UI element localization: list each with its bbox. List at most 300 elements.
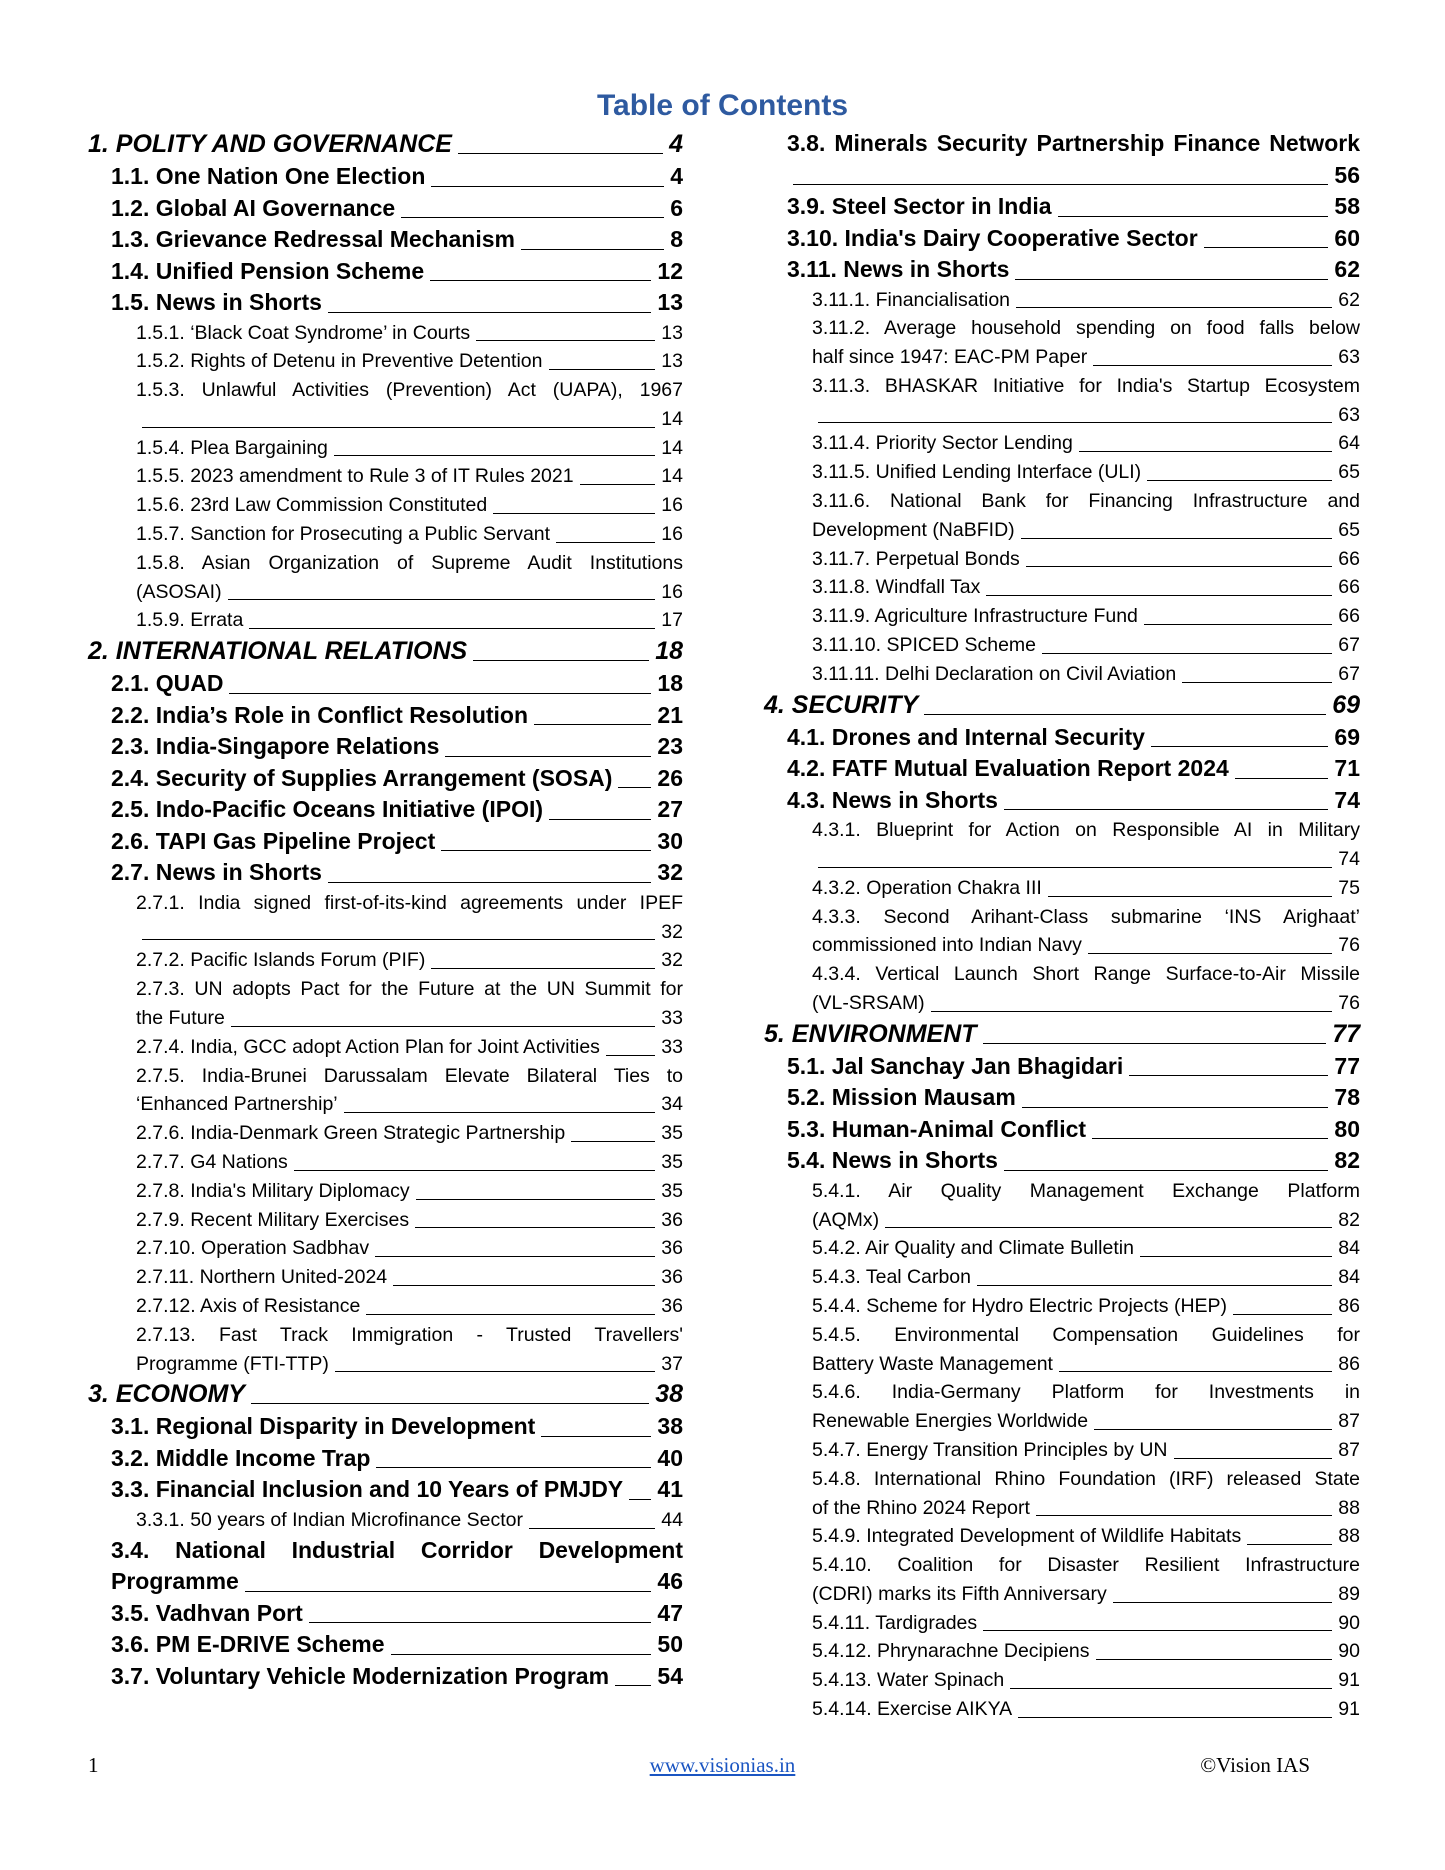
toc-entry-title-cont: the Future (136, 1006, 225, 1029)
toc-entry-title-cont: Development (NaBFID) (812, 518, 1015, 541)
toc-entry-title: 5.4.8. International Rhino Foundation (IRF) released State (812, 1467, 1360, 1490)
toc-page-number: 90 (1338, 1611, 1360, 1634)
toc-entry-title: 3.11.2. Average household spending on food falls below (812, 317, 1360, 340)
toc-subsection[interactable] (88, 287, 683, 319)
toc-item[interactable] (764, 372, 1360, 430)
toc-leader-line (416, 1199, 656, 1200)
toc-subsection[interactable] (764, 1145, 1360, 1177)
toc-page-number: 6 (670, 194, 683, 221)
toc-page-number: 86 (1338, 1352, 1360, 1375)
toc-item[interactable] (764, 874, 1360, 903)
toc-subsection[interactable] (88, 256, 683, 288)
toc-item[interactable] (88, 520, 683, 549)
toc-entry-title: 2.7.3. UN adopts Pact for the Future at the UN Summit for (136, 978, 683, 1001)
toc-item[interactable] (764, 1666, 1360, 1695)
toc-item[interactable] (88, 1234, 683, 1263)
toc-entry-title: 4.3.2. Operation Chakra III (812, 876, 1042, 899)
toc-page-number: 33 (661, 1006, 683, 1029)
toc-subsection[interactable] (88, 763, 683, 795)
toc-item[interactable] (764, 1436, 1360, 1465)
toc-leader-line (473, 660, 649, 661)
toc-entry-title: 3.11.8. Windfall Tax (812, 576, 981, 599)
toc-item[interactable] (764, 1609, 1360, 1638)
toc-entry-title: 1.1. One Nation One Election (111, 163, 426, 189)
toc-leader-line (1048, 896, 1333, 897)
toc-entry-title: 2.7.11. Northern United-2024 (136, 1266, 388, 1289)
toc-page-number: 35 (661, 1122, 683, 1145)
toc-page-number: 82 (1338, 1208, 1360, 1231)
toc-entry-title: 5.4.6. India-Germany Platform for Investments in (812, 1381, 1360, 1404)
toc-entry-title: 2.7. News in Shorts (111, 859, 322, 886)
toc-item[interactable] (88, 347, 683, 376)
toc-entry-title: 3.11.5. Unified Lending Interface (ULI) (812, 461, 1142, 484)
toc-entry-title: 5.3. Human-Animal Conflict (787, 1115, 1087, 1142)
toc-item[interactable] (764, 545, 1360, 574)
toc-entry-title: 4.1. Drones and Internal Security (787, 723, 1145, 750)
page-title: Table of Contents (596, 89, 849, 122)
toc-section[interactable] (88, 635, 683, 668)
toc-leader-line (441, 850, 651, 851)
toc-page-number: 33 (661, 1035, 683, 1058)
toc-leader-line (793, 184, 1328, 185)
toc-leader-line (431, 968, 655, 969)
toc-entry-title: 1.2. Global AI Governance (111, 194, 396, 221)
toc-page-number: 58 (1334, 193, 1360, 219)
toc-entry-title: 1.5.1. ‘Black Coat Syndrome’ in Courts (136, 321, 471, 344)
toc-entry-title: 3.6. PM E-DRIVE Scheme (111, 1631, 385, 1658)
toc-item[interactable] (764, 1177, 1360, 1235)
toc-item[interactable] (88, 549, 683, 607)
toc-leader-line (529, 1528, 655, 1529)
toc-entry-title-cont: half since 1947: EAC-PM Paper (812, 346, 1088, 369)
toc-leader-line (445, 756, 651, 757)
toc-item[interactable] (764, 1551, 1360, 1609)
toc-entry-title: 3.1. Regional Disparity in Development (111, 1413, 536, 1440)
toc-leader-line (245, 1591, 652, 1592)
toc-page-number: 54 (657, 1662, 683, 1689)
toc-entry-title: 5.4.12. Phrynarachne Decipiens (812, 1640, 1090, 1663)
toc-item[interactable] (764, 1263, 1360, 1292)
toc-page-number: 89 (1338, 1582, 1360, 1605)
toc-entry-title-cont: ‘Enhanced Partnership’ (136, 1093, 338, 1116)
toc-page-number: 16 (661, 580, 683, 603)
toc-leader-line (521, 249, 664, 250)
toc-entry-title-cont: (CDRI) marks its Fifth Anniversary (812, 1582, 1107, 1605)
website-link[interactable]: www.visionias.in (649, 1753, 796, 1777)
toc-entry-title: 2.7.1. India signed first-of-its-kind agreements under IPEF (136, 891, 683, 914)
toc-page-number: 36 (661, 1294, 683, 1317)
toc-leader-line (977, 1285, 1332, 1286)
toc-leader-line (1079, 451, 1332, 452)
toc-item[interactable] (88, 975, 683, 1033)
toc-entry-title: 4.3.3. Second Arihant-Class submarine ‘INS Arighaat’ (812, 905, 1360, 928)
toc-entry-title: 2.7.5. India-Brunei Darussalam Elevate Bilateral Ties to (136, 1064, 683, 1087)
toc-page-number: 17 (661, 609, 683, 632)
toc-leader-line (1151, 746, 1329, 747)
toc-entry-title: 3.3.1. 50 years of Indian Microfinance Sector (136, 1508, 523, 1531)
toc-item[interactable] (764, 429, 1360, 458)
toc-page-number: 23 (657, 733, 683, 760)
toc-item[interactable] (88, 1321, 683, 1379)
toc-page-number: 77 (1334, 1052, 1360, 1079)
toc-item[interactable] (764, 487, 1360, 545)
toc-page-number: 76 (1338, 934, 1360, 957)
toc-item[interactable] (88, 1119, 683, 1148)
toc-page-number: 14 (661, 436, 683, 459)
toc-subsection[interactable] (88, 826, 683, 858)
toc-entry-title-cont: commissioned into Indian Navy (812, 934, 1082, 957)
toc-page-number: 14 (661, 465, 683, 488)
toc-subsection[interactable] (764, 1114, 1360, 1146)
toc-page-number: 74 (1334, 786, 1360, 813)
toc-page-number: 38 (657, 1413, 683, 1440)
toc-page-number: 74 (1338, 847, 1360, 870)
toc-subsection[interactable] (764, 1082, 1360, 1114)
toc-leader-line (229, 693, 651, 694)
toc-leader-line (534, 724, 651, 725)
toc-page-number: 90 (1338, 1640, 1360, 1663)
toc-item[interactable] (88, 319, 683, 348)
toc-item[interactable] (764, 458, 1360, 487)
toc-page-number: 77 (1332, 1019, 1360, 1048)
toc-subsection[interactable] (88, 193, 683, 225)
toc-leader-line (1144, 624, 1332, 625)
toc-leader-line (606, 1055, 655, 1056)
toc-page-number: 84 (1338, 1237, 1360, 1260)
toc-subsection[interactable] (764, 753, 1360, 785)
toc-entry-title: 3.11.6. National Bank for Financing Infrastructure and (812, 490, 1360, 513)
toc-page-number: 21 (657, 701, 683, 728)
toc-item[interactable] (764, 631, 1360, 660)
toc-leader-line (1010, 1688, 1332, 1689)
toc-item[interactable] (764, 573, 1360, 602)
toc-leader-line (334, 455, 655, 456)
toc-page-number: 18 (655, 637, 683, 666)
toc-page-number: 75 (1338, 876, 1360, 899)
toc-entry-title: 3.2. Middle Income Trap (111, 1444, 371, 1471)
toc-entry-title: 3.11.1. Financialisation (812, 288, 1011, 311)
toc-entry-title: 1.5.7. Sanction for Prosecuting a Public Servant (136, 523, 551, 546)
toc-item[interactable] (764, 1378, 1360, 1436)
toc-page-number: 69 (1332, 690, 1360, 719)
toc-subsection[interactable] (764, 722, 1360, 754)
toc-page-number: 82 (1334, 1147, 1360, 1174)
toc-item[interactable] (88, 1177, 683, 1206)
toc-page-number: 13 (661, 321, 683, 344)
toc-leader-line (142, 427, 655, 428)
toc-subsection[interactable] (88, 1535, 683, 1598)
copyright-text: ©Vision IAS (1200, 1753, 1310, 1777)
toc-leader-line (309, 1622, 652, 1623)
toc-entry-title: 3.11.4. Priority Sector Lending (812, 432, 1073, 455)
toc-entry-title: 3. ECONOMY (88, 1380, 245, 1409)
toc-leader-line (1058, 216, 1329, 217)
toc-item[interactable] (88, 1263, 683, 1292)
toc-item[interactable] (764, 286, 1360, 315)
toc-item[interactable] (88, 1033, 683, 1062)
toc-entry-title-cont: of the Rhino 2024 Report (812, 1496, 1030, 1519)
toc-subsection[interactable] (764, 254, 1360, 286)
toc-item[interactable] (88, 606, 683, 635)
toc-section[interactable] (764, 1018, 1360, 1051)
toc-entry-title-cont: Programme (111, 1568, 239, 1595)
toc-entry-title: 5.1. Jal Sanchay Jan Bhagidari (787, 1052, 1124, 1079)
toc-entry-title: 5.4.1. Air Quality Management Exchange Platform (812, 1179, 1360, 1202)
toc-item[interactable] (88, 1292, 683, 1321)
toc-page-number: 67 (1338, 662, 1360, 685)
toc-page-number: 66 (1338, 547, 1360, 570)
toc-entry-title: 3.11.7. Perpetual Bonds (812, 547, 1020, 570)
toc-leader-line (1015, 279, 1328, 280)
toc-leader-line (556, 542, 655, 543)
toc-subsection[interactable] (88, 1598, 683, 1630)
toc-leader-line (549, 369, 656, 370)
toc-entry-title: 2.7.12. Axis of Resistance (136, 1294, 361, 1317)
toc-entry-title-cont: Renewable Energies Worldwide (812, 1410, 1089, 1433)
toc-leader-line (335, 1371, 655, 1372)
toc-item[interactable] (764, 602, 1360, 631)
toc-page-number: 84 (1338, 1266, 1360, 1289)
toc-subsection[interactable] (764, 191, 1360, 223)
toc-leader-line (1026, 566, 1333, 567)
toc-entry-title: 2. INTERNATIONAL RELATIONS (88, 637, 468, 666)
toc-entry-title: 3.11. News in Shorts (787, 256, 1010, 282)
toc-entry-title: 3.5. Vadhvan Port (111, 1599, 303, 1626)
toc-item[interactable] (764, 903, 1360, 961)
toc-page-number: 16 (661, 494, 683, 517)
toc-entry-title: 5.4. News in Shorts (787, 1147, 998, 1174)
toc-subsection[interactable] (88, 794, 683, 826)
toc-page-number: 8 (670, 226, 683, 252)
toc-entry-title: 5.4.11. Tardigrades (812, 1611, 978, 1634)
toc-page-number: 91 (1338, 1698, 1360, 1721)
toc-item[interactable] (88, 376, 683, 434)
toc-item[interactable] (88, 462, 683, 491)
toc-entry-title: 2.7.7. G4 Nations (136, 1150, 288, 1173)
toc-leader-line (1174, 1458, 1333, 1459)
toc-leader-line (1140, 1256, 1332, 1257)
toc-leader-line (1113, 1602, 1333, 1603)
toc-entry-title: 5.4.13. Water Spinach (812, 1669, 1005, 1692)
toc-page-number: 44 (661, 1508, 683, 1531)
toc-page-number: 87 (1338, 1410, 1360, 1433)
toc-leader-line (1182, 682, 1332, 683)
toc-page-number: 36 (661, 1208, 683, 1231)
toc-entry-title: 4.2. FATF Mutual Evaluation Report 2024 (787, 755, 1229, 782)
toc-page-number: 40 (657, 1444, 683, 1471)
toc-page-number: 27 (657, 796, 683, 823)
toc-page-number: 35 (661, 1150, 683, 1173)
toc-entry-title: 5.2. Mission Mausam (787, 1084, 1016, 1111)
toc-page-number: 4 (670, 163, 683, 189)
toc-leader-line (430, 280, 651, 281)
toc-entry-title: 2.7.8. India's Military Diplomacy (136, 1179, 410, 1202)
toc-item[interactable] (764, 1321, 1360, 1379)
toc-entry-title: 3.11.3. BHASKAR Initiative for India's Startup Ecosystem (812, 374, 1360, 397)
toc-subsection[interactable] (88, 161, 683, 193)
toc-subsection[interactable] (88, 1443, 683, 1475)
toc-leader-line (983, 1630, 1332, 1631)
toc-entry-title: 3.7. Voluntary Vehicle Modernization Program (111, 1662, 610, 1689)
toc-leader-line (249, 628, 655, 629)
toc-leader-line (1059, 1371, 1332, 1372)
toc-item[interactable] (88, 1206, 683, 1235)
toc-page-number: 35 (661, 1179, 683, 1202)
toc-entry-title: 4.3.4. Vertical Launch Short Range Surface-to-Air Missile (812, 963, 1360, 986)
toc-page-number: 78 (1334, 1084, 1360, 1111)
toc-leader-line (818, 867, 1332, 868)
toc-subsection[interactable] (88, 224, 683, 256)
toc-subsection[interactable] (88, 731, 683, 763)
toc-subsection[interactable] (88, 857, 683, 889)
toc-entry-title: 2.7.4. India, GCC adopt Action Plan for Joint Activities (136, 1035, 600, 1058)
toc-page-number: 50 (657, 1631, 683, 1658)
toc-entry-title: 5.4.5. Environmental Compensation Guidelines for (812, 1323, 1360, 1346)
toc-item[interactable] (88, 1506, 683, 1535)
toc-item[interactable] (88, 1148, 683, 1177)
toc-page-number: 63 (1338, 346, 1360, 369)
toc-item[interactable] (88, 1062, 683, 1120)
toc-entry-title: 2.5. Indo-Pacific Oceans Initiative (IPOI) (111, 796, 544, 823)
toc-item[interactable] (764, 660, 1360, 689)
toc-page-number: 62 (1334, 256, 1360, 282)
toc-entry-title: 1.5.4. Plea Bargaining (136, 436, 328, 459)
toc-leader-line (1233, 1314, 1332, 1315)
toc-section[interactable] (764, 689, 1360, 722)
toc-page-number: 65 (1338, 461, 1360, 484)
toc-entry-title: 3.8. Minerals Security Partnership Finance Network (787, 130, 1360, 156)
toc-subsection[interactable] (88, 1629, 683, 1661)
toc-item[interactable] (764, 816, 1360, 874)
toc-leader-line (142, 939, 655, 940)
toc-subsection[interactable] (764, 785, 1360, 817)
toc-page-number: 37 (661, 1352, 683, 1375)
toc-page-number: 38 (655, 1380, 683, 1409)
toc-entry-title: 5.4.7. Energy Transition Principles by UN (812, 1438, 1168, 1461)
toc-entry-title: 1.5.6. 23rd Law Commission Constituted (136, 494, 488, 517)
toc-leader-line (1235, 778, 1329, 779)
toc-page-number: 76 (1338, 991, 1360, 1014)
toc-page-number: 13 (661, 350, 683, 373)
toc-subsection[interactable] (764, 128, 1360, 191)
toc-item[interactable] (764, 1695, 1360, 1724)
toc-leader-line (1094, 1429, 1332, 1430)
toc-leader-line (1004, 809, 1329, 810)
toc-entry-title: 2.7.6. India-Denmark Green Strategic Partnership (136, 1122, 566, 1145)
toc-entry-title: 3.9. Steel Sector in India (787, 193, 1052, 219)
toc-page-number: 64 (1338, 432, 1360, 455)
toc-leader-line (885, 1227, 1332, 1228)
toc-page-number: 88 (1338, 1496, 1360, 1519)
toc-subsection[interactable] (88, 1474, 683, 1506)
toc-leader-line (1093, 365, 1332, 366)
toc-leader-line (1204, 247, 1329, 248)
toc-entry-title-cont: Battery Waste Management (812, 1352, 1053, 1375)
toc-leader-line (344, 1112, 656, 1113)
toc-leader-line (983, 1043, 1327, 1044)
toc-item[interactable] (764, 1465, 1360, 1523)
toc-entry-title: 2.7.13. Fast Track Immigration - Trusted Travellers' (136, 1323, 683, 1346)
toc-page-number: 71 (1334, 755, 1360, 782)
toc-subsection[interactable] (88, 1661, 683, 1693)
toc-entry-title: 2.7.9. Recent Military Exercises (136, 1208, 410, 1231)
toc-entry-title: 1.5.2. Rights of Detenu in Preventive Detention (136, 350, 543, 373)
toc-entry-title: 2.2. India’s Role in Conflict Resolution (111, 701, 529, 728)
toc-entry-title-cont: (ASOSAI) (136, 580, 222, 603)
toc-entry-title: 1.4. Unified Pension Scheme (111, 257, 425, 284)
toc-subsection[interactable] (88, 700, 683, 732)
toc-subsection[interactable] (764, 223, 1360, 255)
toc-leader-line (541, 1436, 651, 1437)
toc-item[interactable] (764, 1637, 1360, 1666)
toc-leader-line (1247, 1544, 1332, 1545)
toc-item[interactable] (764, 1522, 1360, 1551)
toc-leader-line (986, 595, 1332, 596)
toc-entry-title: 5.4.4. Scheme for Hydro Electric Projects (HEP) (812, 1294, 1228, 1317)
toc-leader-line (1147, 480, 1332, 481)
toc-entry-title: 4. SECURITY (764, 690, 919, 719)
toc-item[interactable] (764, 960, 1360, 1018)
toc-subsection[interactable] (764, 1051, 1360, 1083)
toc-item[interactable] (88, 434, 683, 463)
toc-page-number: 30 (657, 827, 683, 854)
toc-entry-title: 5. ENVIRONMENT (764, 1019, 977, 1048)
toc-leader-line (1016, 307, 1332, 308)
toc-leader-line (818, 422, 1332, 423)
toc-leader-line (1021, 538, 1333, 539)
toc-entry-title: 1.5.9. Errata (136, 609, 244, 632)
toc-page-number: 87 (1338, 1438, 1360, 1461)
toc-entry-title: 3.11.10. SPICED Scheme (812, 634, 1037, 657)
toc-entry-title: 3.11.9. Agriculture Infrastructure Fund (812, 605, 1138, 628)
toc-page-number: 65 (1338, 518, 1360, 541)
toc-page-number: 67 (1338, 634, 1360, 657)
toc-leader-line (393, 1285, 655, 1286)
toc-item[interactable] (764, 314, 1360, 372)
toc-entry-title: 5.4.10. Coalition for Disaster Resilient Infrastructure (812, 1554, 1360, 1577)
toc-section[interactable] (88, 1378, 683, 1411)
toc-item[interactable] (764, 1234, 1360, 1263)
toc-page-number: 26 (657, 764, 683, 791)
toc-leader-line (328, 882, 652, 883)
toc-page-number: 4 (669, 130, 683, 158)
toc-entry-title: 2.1. QUAD (111, 670, 224, 697)
toc-entry-title: 1. POLITY AND GOVERNANCE (88, 130, 452, 158)
toc-item[interactable] (88, 491, 683, 520)
toc-entry-title: 2.7.2. Pacific Islands Forum (PIF) (136, 949, 426, 972)
toc-leader-line (1088, 953, 1332, 954)
toc-leader-line (294, 1170, 656, 1171)
toc-section[interactable] (88, 128, 683, 161)
toc-item[interactable] (88, 946, 683, 975)
toc-subsection[interactable] (88, 1411, 683, 1443)
toc-entry-title: 5.4.2. Air Quality and Climate Bulletin (812, 1237, 1134, 1260)
toc-entry-title: 5.4.3. Teal Carbon (812, 1266, 971, 1289)
toc-leader-line (580, 484, 656, 485)
toc-leader-line (1096, 1659, 1333, 1660)
toc-page-number: 69 (1334, 723, 1360, 750)
toc-item[interactable] (764, 1292, 1360, 1321)
page-number: 1 (88, 1753, 99, 1777)
toc-entry-title: 3.10. India's Dairy Cooperative Sector (787, 224, 1198, 251)
toc-entry-title: 3.4. National Industrial Corridor Development (111, 1536, 683, 1563)
toc-leader-line (415, 1227, 655, 1228)
toc-item[interactable] (88, 889, 683, 947)
toc-leader-line (1129, 1075, 1328, 1076)
toc-leader-line (1018, 1717, 1332, 1718)
toc-entry-title-cont: (VL-SRSAM) (812, 991, 925, 1014)
toc-subsection[interactable] (88, 668, 683, 700)
